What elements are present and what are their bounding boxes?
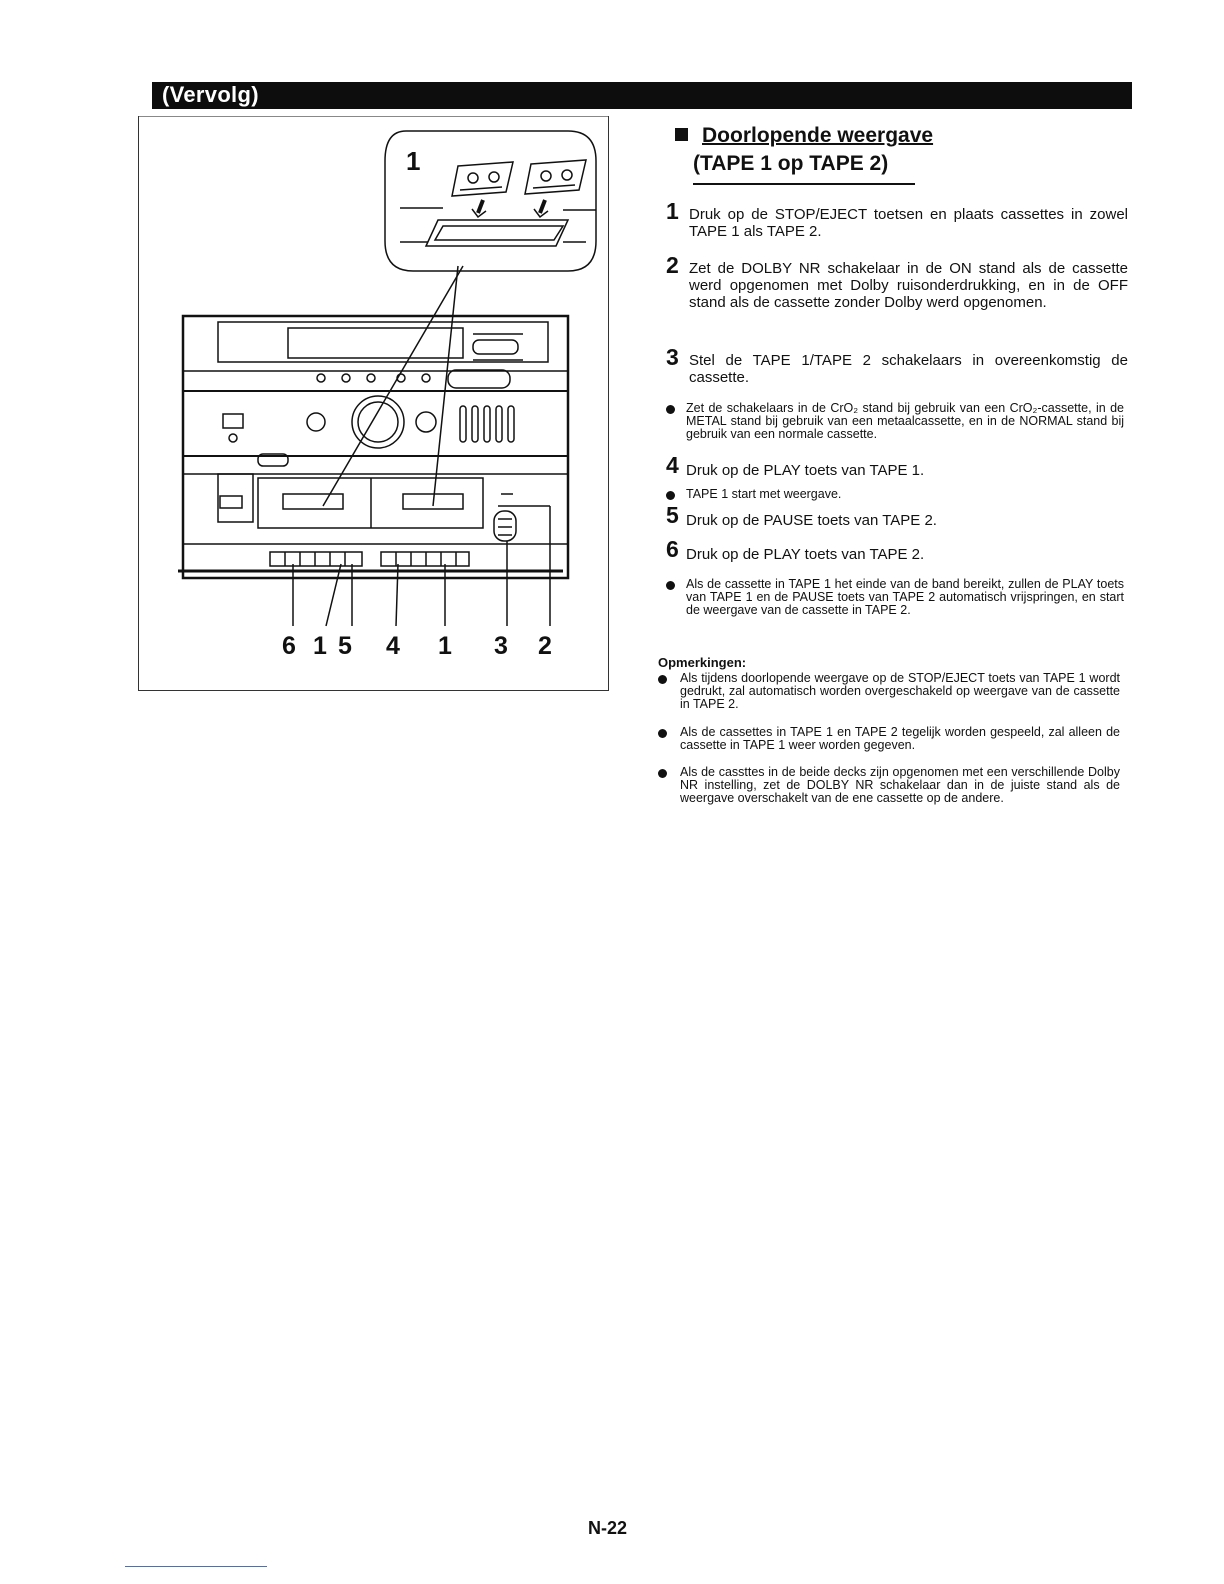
step-item — [666, 252, 1128, 311]
bullet-item — [666, 402, 1124, 441]
remark-item — [658, 726, 1120, 752]
step-number: 6 — [666, 536, 679, 562]
callout-number: 1 — [406, 146, 421, 176]
bullet-text: Als de cassette in TAPE 1 het einde van de band bereikt, zullen de PLAY toets van TAPE 1 en de PAUSE toets van TAPE 2 automatisch vrijspringen, en start de weergave van de cassette in TAPE 2. — [686, 577, 1124, 617]
bullet-dot — [666, 405, 675, 414]
bullet-text: TAPE 1 start met weergave. — [686, 487, 842, 501]
step-number: 3 — [666, 344, 679, 370]
remark-item — [658, 766, 1120, 805]
figure-step-label: 1 — [313, 632, 327, 660]
section-header-bar — [152, 82, 1132, 109]
step-number: 5 — [666, 502, 679, 528]
step-item — [666, 502, 1128, 529]
step-item — [666, 344, 1128, 386]
bullet-item — [666, 488, 1124, 501]
heading-underline — [693, 183, 915, 185]
section-heading — [675, 122, 933, 178]
cassette-icon — [452, 162, 513, 196]
heading-line-2: (TAPE 1 op TAPE 2) — [693, 152, 889, 175]
bullet-text: Zet de schakelaars in de CrO₂ stand bij gebruik van een CrO₂-cassette, in de METAL stand bij gebruik van een metaalcassette, en in de NORMAL stand bij gebruik van een normale cassette. — [686, 401, 1124, 441]
figure-step-label: 4 — [386, 632, 400, 660]
stereo-diagram — [138, 116, 608, 690]
remark-item — [658, 672, 1120, 711]
bullet-item — [666, 578, 1124, 617]
figure-step-label: 2 — [538, 632, 552, 660]
remark-text: Als de cassettes in TAPE 1 en TAPE 2 tegelijk worden gespeeld, zal alleen de cassette in TAPE 1 weer worden gegeven. — [680, 725, 1120, 752]
step-number: 2 — [666, 252, 679, 278]
remarks-title: Opmerkingen: — [658, 655, 747, 670]
step-item — [666, 452, 1128, 479]
step-text: Druk op de STOP/EJECT toetsen en plaats cassettes in zowel TAPE 1 als TAPE 2. — [689, 206, 1128, 240]
step-text: Zet de DOLBY NR schakelaar in de ON stand als de cassette werd opgenomen met Dolby ruisonderdrukking, en in de OFF stand als de cassette zonder Dolby werd opgenomen. — [689, 260, 1128, 311]
step-text: Druk op de PLAY toets van TAPE 1. — [686, 462, 925, 479]
step-number: 4 — [666, 452, 679, 478]
bullet-dot — [666, 491, 675, 500]
bullet-dot — [666, 581, 675, 590]
step-number: 1 — [666, 198, 679, 224]
bullet-dot — [658, 729, 667, 738]
section-label: (Vervolg) — [162, 82, 259, 107]
remark-text: Als de cassttes in de beide decks zijn opgenomen met een verschillende Dolby NR instelling, zet de DOLBY NR schakelaar dan in de juiste stand als de weergave overschakelt van de ene cassette op de andere. — [680, 765, 1120, 805]
remark-text: Als tijdens doorlopende weergave op de STOP/EJECT toets van TAPE 1 wordt gedrukt, zal automatisch worden overgeschakeld op weergave van de cassette in TAPE 2. — [680, 671, 1120, 711]
step-item — [666, 536, 1128, 563]
bullet-dot — [658, 675, 667, 684]
page-number: N-22 — [588, 1518, 628, 1538]
heading-square-icon — [675, 128, 688, 141]
step-text: Stel de TAPE 1/TAPE 2 schakelaars in overeenkomstig de cassette. — [689, 352, 1128, 386]
step-text: Druk op de PLAY toets van TAPE 2. — [686, 546, 925, 563]
step-text: Druk op de PAUSE toets van TAPE 2. — [686, 512, 937, 529]
step-item — [666, 198, 1128, 240]
figure-step-label: 6 — [282, 632, 296, 660]
figure-step-label: 3 — [494, 632, 508, 660]
figure-step-label: 1 — [438, 632, 452, 660]
cassette-icon — [525, 160, 586, 194]
heading-line-1: Doorlopende weergave — [702, 124, 934, 147]
bullet-dot — [658, 769, 667, 778]
footer-rule — [125, 1566, 267, 1567]
figure-step-label: 5 — [338, 632, 352, 660]
